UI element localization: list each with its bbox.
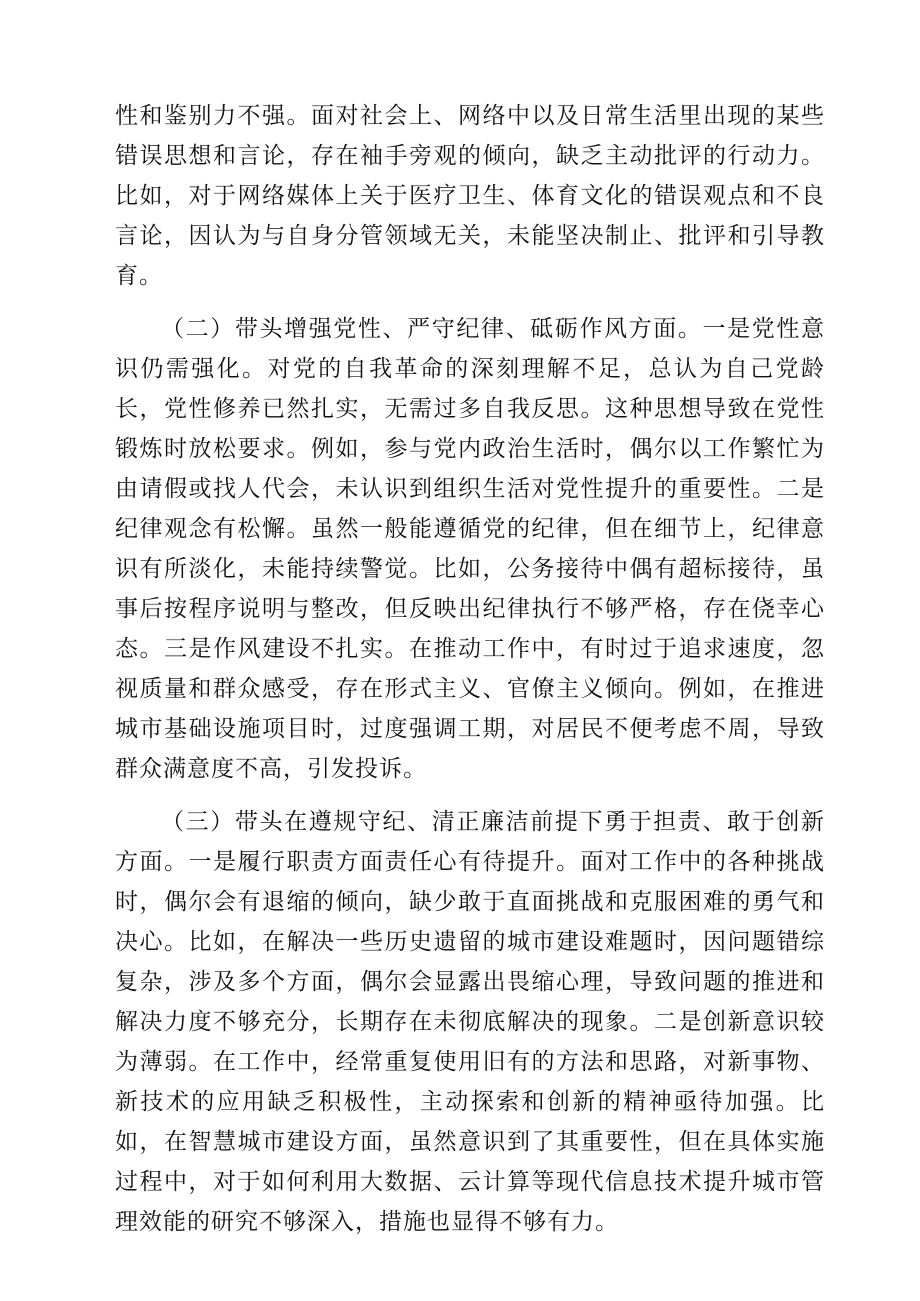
paragraph-continued: 性和鉴别力不强。面对社会上、网络中以及日常生活里出现的某些错误思想和言论，存在袖手旁观的倾向，缺乏主动批评的行动力。比如，对于网络媒体上关于医疗卫生、体育文化的错误观点和不良言论，因认为与自身分管领域无关，未能坚决制止、批评和引导教育。 (115, 103, 825, 289)
document-body (115, 96, 825, 1242)
paragraph-section-3: （三）带头在遵规守纪、清正廉洁前提下勇于担责、敢于创新方面。一是履行职责方面责任心有待提升。面对工作中的各种挑战时，偶尔会有退缩的倾向，缺少敢于直面挑战和克服困难的勇气和决心。比如，在解决一些历史遗留的城市建设难题时，因问题错综复杂，涉及多个方面，偶尔会显露出畏缩心理，导致问题的推进和解决力度不够充分，长期存在未彻底解决的现象。二是创新意识较为薄弱。在工作中，经常重复使用旧有的方法和思路，对新事物、新技术的应用缺乏积极性，主动探索和创新的精神亟待加强。比如，在智慧城市建设方面，虽然意识到了其重要性，但在具体实施过程中，对于如何利用大数据、云计算等现代信息技术提升城市管理效能的研究不够深入，措施也显得不够有力。 (115, 809, 825, 1235)
paragraph-section-2: （二）带头增强党性、严守纪律、砥砺作风方面。一是党性意识仍需强化。对党的自我革命的深刻理解不足，总认为自己党龄长，党性修养已然扎实，无需过多自我反思。这种思想导致在党性锻炼时放松要求。例如，参与党内政治生活时，偶尔以工作繁忙为由请假或找人代会，未认识到组织生活对党性提升的重要性。二是纪律观念有松懈。虽然一般能遵循党的纪律，但在细节上，纪律意识有所淡化，未能持续警觉。比如，公务接待中偶有超标接待，虽事后按程序说明与整改，但反映出纪律执行不够严格，存在侥幸心态。三是作风建设不扎实。在推动工作中，有时过于追求速度，忽视质量和群众感受，存在形式主义、官僚主义倾向。例如，在推进城市基础设施项目时，过度强调工期，对居民不便考虑不周，导致群众满意度不高，引发投诉。 (115, 316, 825, 782)
